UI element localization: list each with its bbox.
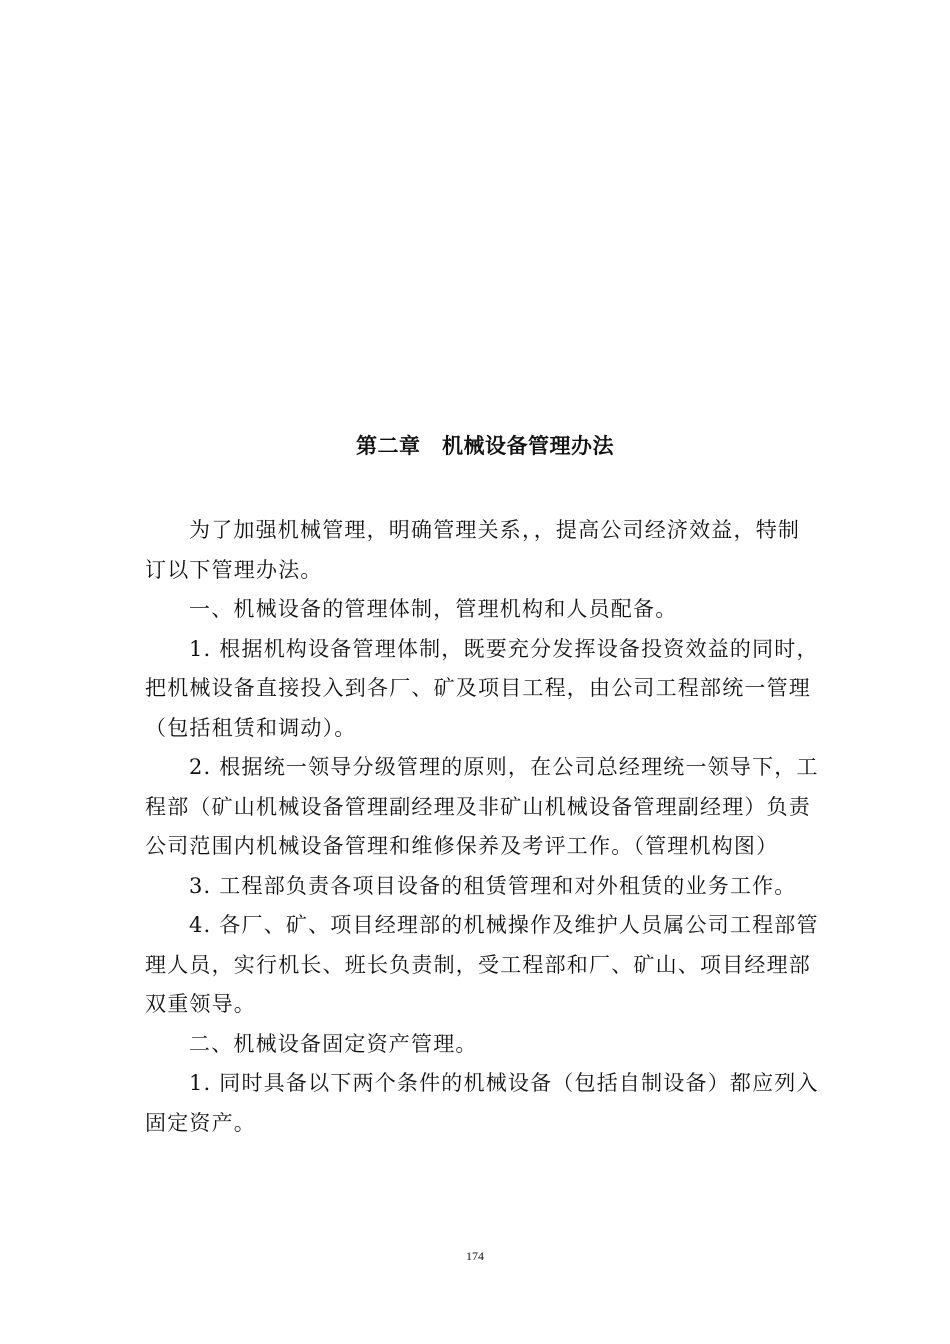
paragraph-fixed-assets-item-1: 1. 同时具备以下两个条件的机械设备（包括自制设备）都应列入固定资产。 (145, 1071, 819, 1135)
body-text (145, 511, 820, 1143)
paragraph-item-4: 4. 各厂、矿、项目经理部的机械操作及维护人员属公司工程部管理人员，实行机长、班长负责制，受工程部和厂、矿山、项目经理部双重领导。 (145, 913, 819, 1016)
chapter-title: 第二章 机械设备管理办法 (356, 434, 614, 458)
paragraph-item-3: 3. 工程部负责各项目设备的租赁管理和对外租赁的业务工作。 (189, 873, 797, 898)
section-heading-management-system: 一、机械设备的管理体制，管理机构和人员配备。 (189, 597, 678, 621)
section-heading-fixed-assets: 二、机械设备固定资产管理。 (189, 1031, 478, 1056)
paragraph-item-1: 1. 根据机构设备管理体制，既要充分发挥设备投资效益的同时，把机械设备直接投入到各厂、矿及项目工程，由公司工程部统一管理（包括租赁和调动）。 (145, 636, 819, 740)
page-number: 174 (466, 1249, 484, 1263)
paragraph-intro: 为了加强机械管理，明确管理关系，，提高公司经济效益，特制订以下管理办法。 (145, 518, 801, 582)
paragraph-item-2: 2. 根据统一领导分级管理的原则，在公司总经理统一领导下，工程部（矿山机械设备管理副经理及非矿山机械设备管理副经理）负责公司范围内机械设备管理和维修保养及考评工作。（管理机构图） (145, 755, 819, 858)
